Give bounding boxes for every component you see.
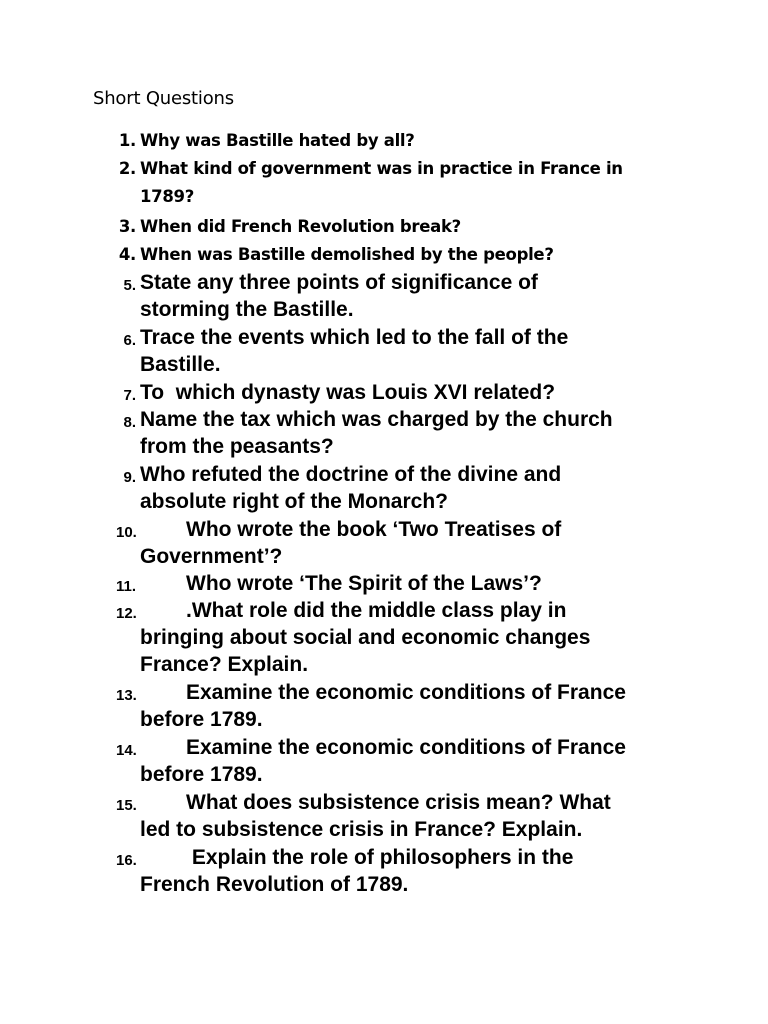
- question-text: Why was Bastille hated by all?: [140, 131, 415, 150]
- question-text: Who refuted the doctrine of the divine and: [140, 463, 562, 486]
- question-text-continued: storming the Bastille.: [140, 298, 354, 321]
- question-number: 6.: [123, 332, 136, 349]
- question-text-continued: before 1789.: [140, 763, 263, 786]
- question-text: Who wrote ‘The Spirit of the Laws’?: [186, 572, 542, 595]
- question-text-continued: 1789?: [140, 187, 194, 206]
- page-title: Short Questions: [93, 88, 234, 109]
- question-text-continued: from the peasants?: [140, 435, 334, 458]
- question-text-continued: France? Explain.: [140, 653, 309, 676]
- question-text-continued: bringing about social and economic changes: [140, 626, 591, 649]
- question-text: Examine the economic conditions of France: [186, 736, 626, 759]
- question-text: What kind of government was in practice in France in: [140, 159, 623, 178]
- question-number: 11.: [116, 578, 137, 595]
- question-number: 14.: [116, 742, 137, 759]
- question-text-continued: Bastille.: [140, 353, 221, 376]
- question-number: 2.: [118, 159, 136, 178]
- question-text: Explain the role of philosophers in the: [186, 846, 574, 869]
- question-text: Who wrote the book ‘Two Treatises of: [186, 518, 562, 541]
- question-text-continued: Government’?: [140, 545, 283, 568]
- question-text: Name the tax which was charged by the church: [140, 408, 613, 431]
- question-number: 16.: [116, 852, 137, 869]
- question-text: When did French Revolution break?: [140, 217, 461, 236]
- question-number: 3.: [118, 217, 136, 236]
- question-text-continued: led to subsistence crisis in France? Explain.: [140, 818, 583, 841]
- question-number: 13.: [116, 687, 137, 704]
- question-number: 9.: [123, 469, 136, 486]
- question-text: To which dynasty was Louis XVI related?: [140, 381, 556, 404]
- question-number: 4.: [118, 245, 136, 264]
- question-text-continued: before 1789.: [140, 708, 263, 731]
- question-text: When was Bastille demolished by the people?: [140, 245, 554, 264]
- question-number: 10.: [116, 524, 137, 541]
- question-text-continued: French Revolution of 1789.: [140, 873, 409, 896]
- question-text: What does subsistence crisis mean? What: [186, 791, 611, 814]
- question-text-continued: absolute right of the Monarch?: [140, 490, 448, 513]
- question-number: 5.: [123, 277, 136, 294]
- question-text: Trace the events which led to the fall of the: [140, 326, 569, 349]
- question-number: 7.: [123, 387, 136, 404]
- question-number: 1.: [118, 131, 136, 150]
- question-text: .What role did the middle class play in: [186, 599, 567, 622]
- question-text: Examine the economic conditions of France: [186, 681, 626, 704]
- question-number: 15.: [116, 797, 137, 814]
- question-number: 8.: [123, 414, 136, 431]
- question-text: State any three points of significance of: [140, 271, 538, 294]
- question-number: 12.: [116, 605, 137, 622]
